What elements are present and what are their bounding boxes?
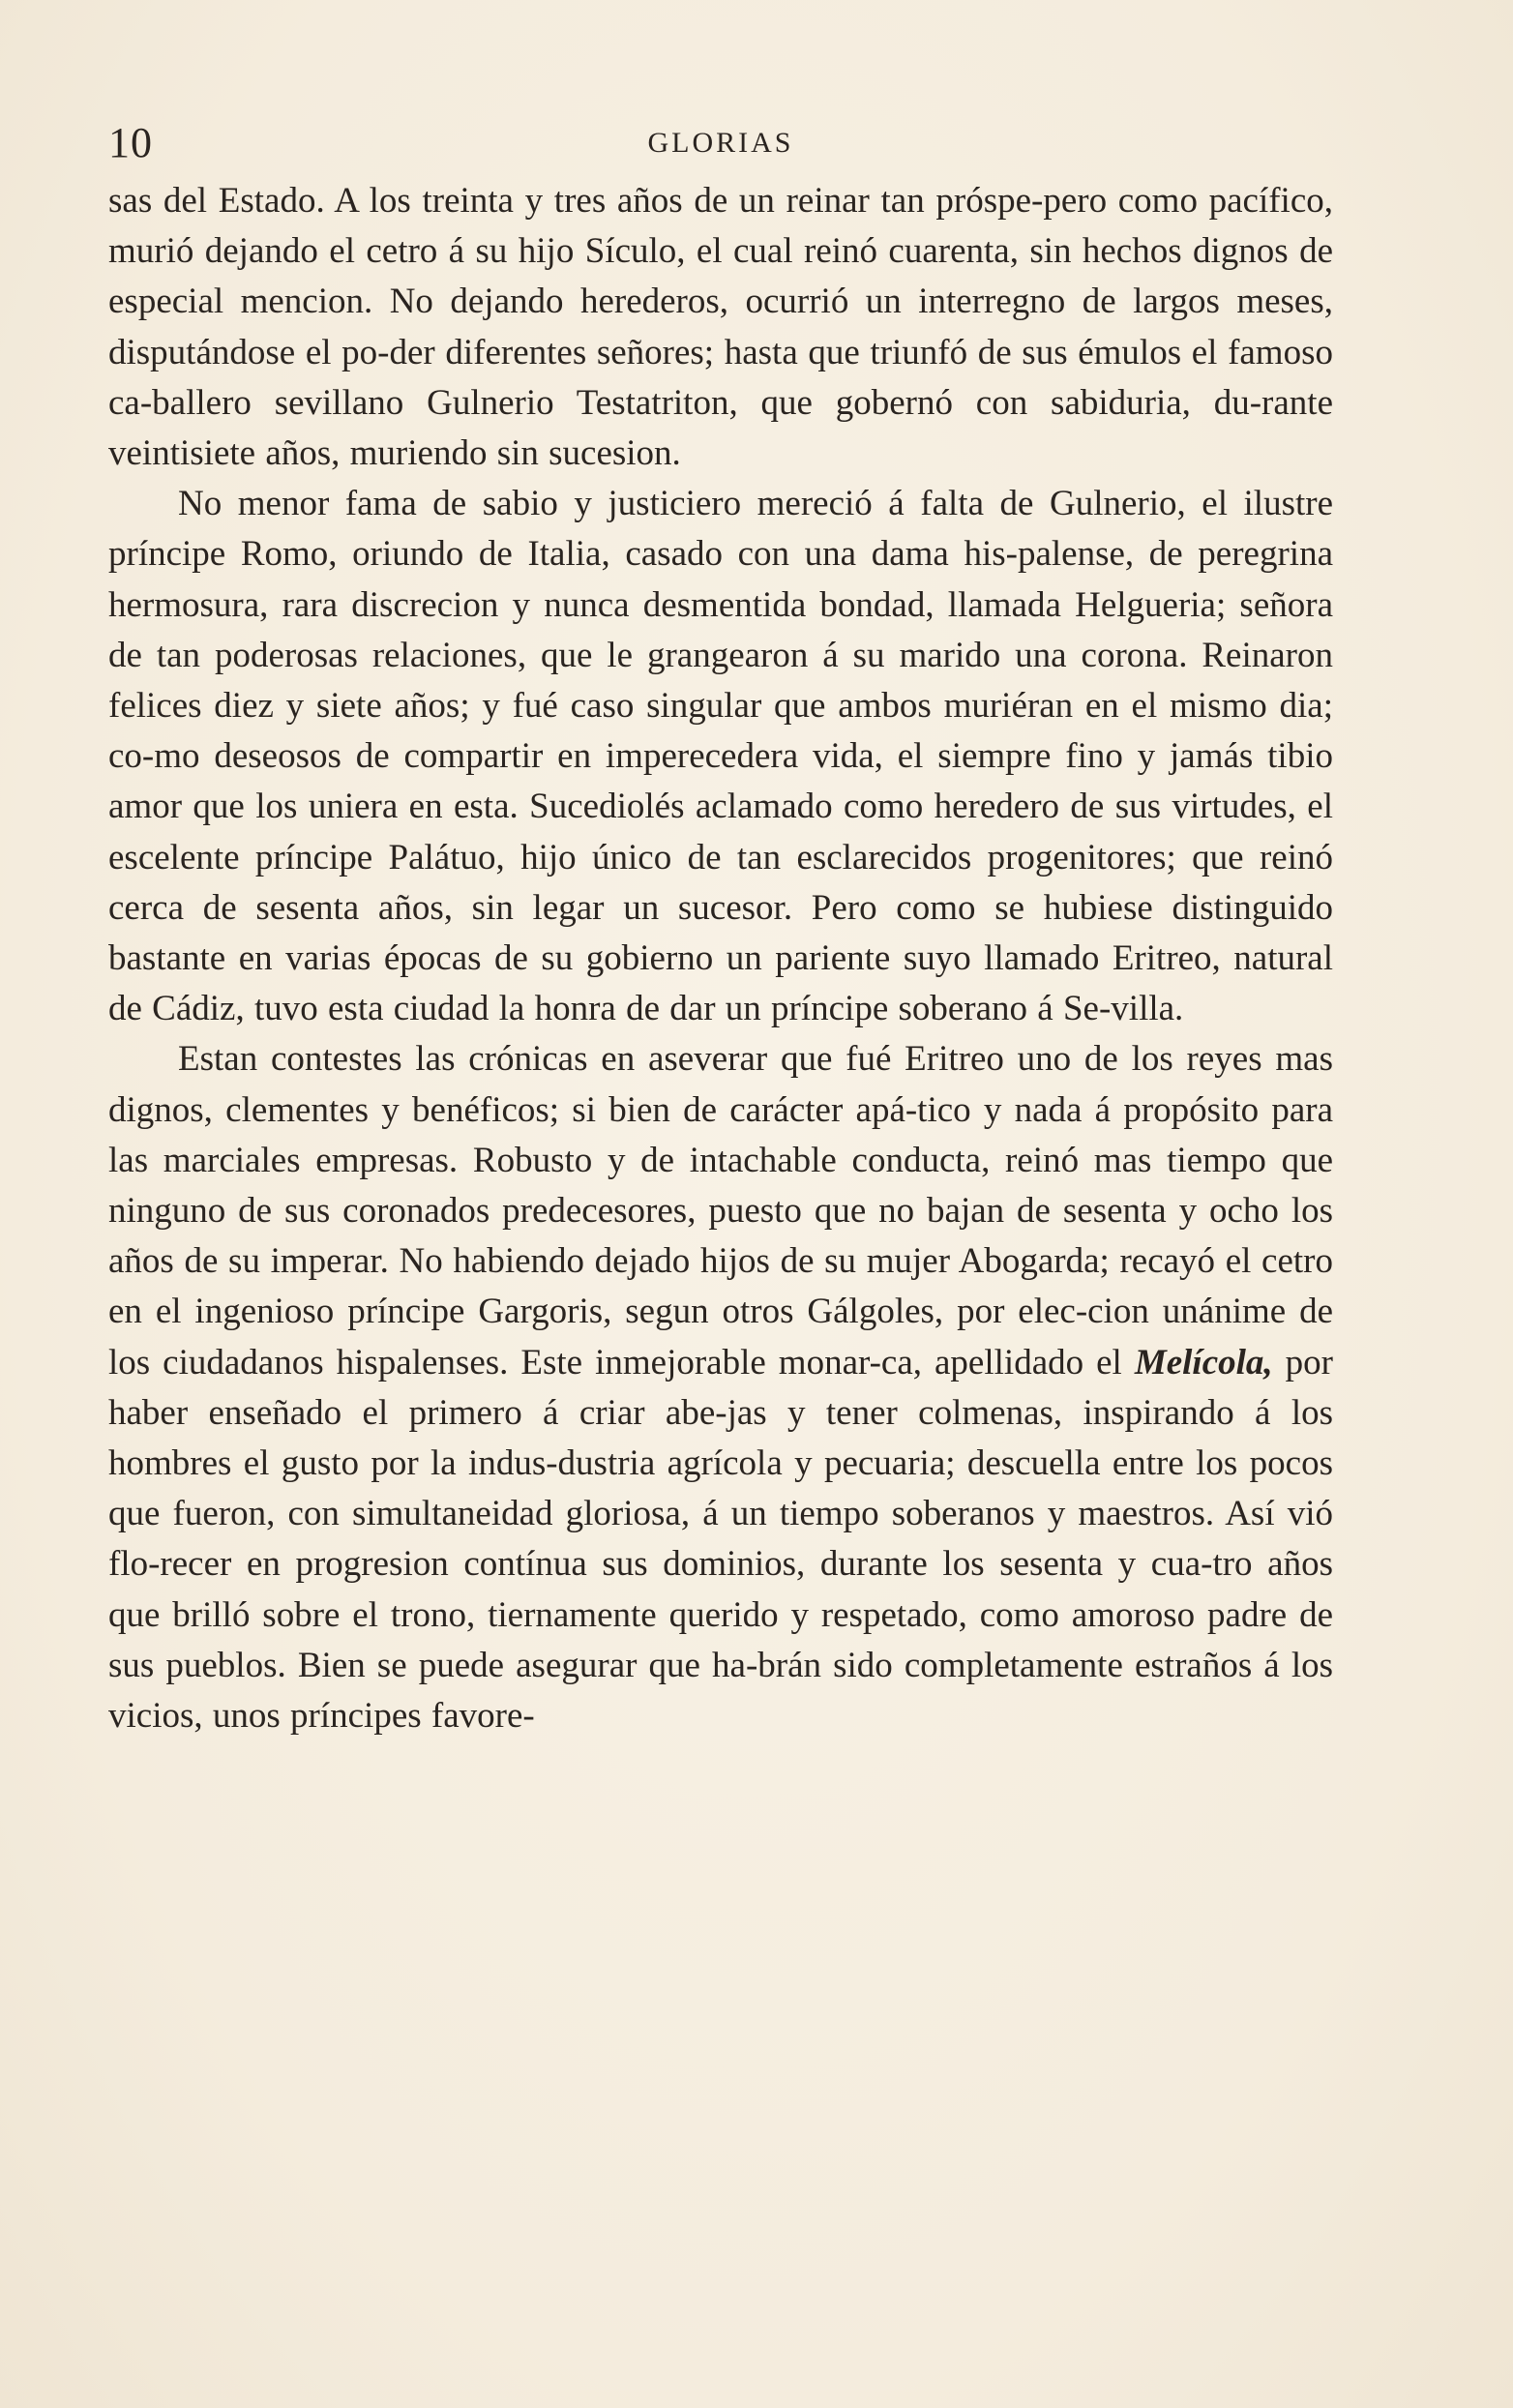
- page-header: [108, 116, 1333, 170]
- paragraph-3-emphasis: Melícola,: [1134, 1342, 1273, 1382]
- paragraph-2: [108, 479, 1333, 1034]
- running-head: GLORIAS: [647, 127, 794, 159]
- paragraph-3: [108, 1034, 1333, 1741]
- paragraph-1-text: sas del Estado. A los treinta y tres años de un reinar tan próspe-pero como pacífico, murió dejando el cetro á su hijo Sículo, el cual reinó cuarenta, sin hechos dignos de especial mencion. No dejando herederos, ocurrió un interregno de largos meses, disputándose el po-der diferentes señores; hasta que triunfó de sus émulos el famoso ca-ballero sevillano Gulnerio Testatriton, que gobernó con sabiduria, du-rante veintisiete años, muriendo sin sucesion.: [108, 181, 1333, 474]
- paragraph-3-text-end: por haber enseñado el primero á criar abe-jas y tener colmenas, inspirando á los hombres el gusto por la indus-dustria agrícola y pecuaria; descuella entre los pocos que fueron, con simultaneidad gloriosa, á un tiempo soberanos y maestros. Así vió flo-recer en progresion contínua sus dominios, durante los sesenta y cua-tro años que brilló sobre el trono, tiernamente querido y respetado, como amoroso padre de sus pueblos. Bien se puede asegurar que ha-brán sido completamente estraños á los vicios, unos príncipes favore-: [108, 1342, 1333, 1737]
- body-text: [108, 176, 1333, 1741]
- paragraph-2-text: No menor fama de sabio y justiciero mereció á falta de Gulnerio, el ilustre príncipe Romo, oriundo de Italia, casado con una dama his-palense, de peregrina hermosura, rara discrecion y nunca desmentida bondad, llamada Helgueria; señora de tan poderosas relaciones, que le grangearon á su marido una corona. Reinaron felices diez y siete años; y fué caso singular que ambos muriéran en el mismo dia; co-mo deseosos de compartir en imperecedera vida, el siempre fino y jamás tibio amor que los uniera en esta. Sucediolés aclamado como heredero de sus virtudes, el escelente príncipe Palátuo, hijo único de tan esclarecidos progenitores; que reinó cerca de sesenta años, sin legar un sucesor. Pero como se hubiese distinguido bastante en varias épocas de su gobierno un pariente suyo llamado Eritreo, natural de Cádiz, tuvo esta ciudad la honra de dar un príncipe soberano á Se-villa.: [108, 484, 1333, 1029]
- paragraph-1: [108, 176, 1333, 479]
- paragraph-3-text-start: Estan contestes las crónicas en aseverar que fué Eritreo uno de los reyes mas dignos, clementes y benéficos; si bien de carácter apá-tico y nada á propósito para las marciales empresas. Robusto y de intachable conducta, reinó mas tiempo que ninguno de sus coronados predecesores, puesto que no bajan de sesenta y ocho los años de su imperar. No habiendo dejado hijos de su mujer Abogarda; recayó el cetro en el ingenioso príncipe Gargoris, segun otros Gálgoles, por elec-cion unánime de los ciudadanos hispalenses. Este inmejorable monar-ca, apellidado el: [108, 1039, 1333, 1382]
- page-number: 10: [108, 119, 153, 166]
